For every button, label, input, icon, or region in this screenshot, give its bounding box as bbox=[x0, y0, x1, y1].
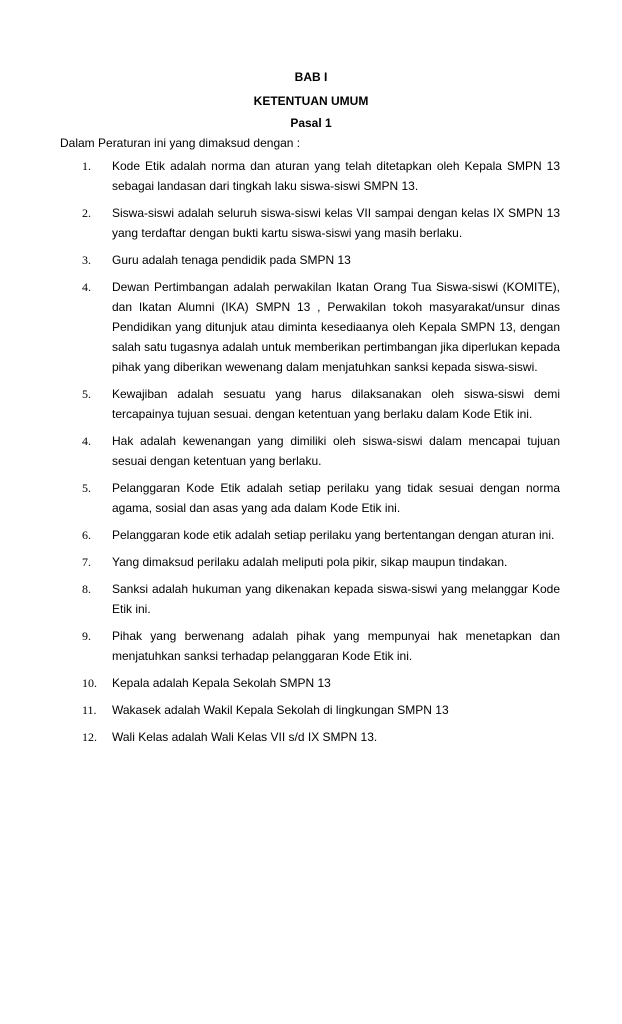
list-item-text: Siswa-siswi adalah seluruh siswa-siswi kelas VII sampai dengan kelas IX SMPN 13 yang terdaftar dengan bukti kartu siswa-siswi yang masih berlaku. bbox=[112, 206, 560, 240]
list-item-number: 10. bbox=[82, 676, 97, 690]
list-item-number: 4. bbox=[82, 280, 91, 294]
list-item-number: 3. bbox=[82, 253, 91, 267]
list-item bbox=[60, 203, 560, 243]
list-item bbox=[60, 673, 560, 693]
list-item bbox=[60, 552, 560, 572]
list-item bbox=[60, 277, 560, 377]
list-item-text: Kode Etik adalah norma dan aturan yang telah ditetapkan oleh Kepala SMPN 13 sebagai landasan dari tingkah laku siswa-siswi SMPN 13. bbox=[112, 159, 560, 193]
list-item-number: 4. bbox=[82, 434, 91, 448]
list-item bbox=[60, 156, 560, 196]
list-item-number: 8. bbox=[82, 582, 91, 596]
list-item bbox=[60, 727, 560, 747]
list-item-number: 11. bbox=[82, 703, 97, 717]
article-heading: Pasal 1 bbox=[290, 116, 332, 130]
list-item bbox=[60, 250, 560, 270]
list-item-text: Guru adalah tenaga pendidik pada SMPN 13 bbox=[112, 253, 351, 267]
list-item-number: 12. bbox=[82, 730, 97, 744]
list-item-number: 1. bbox=[82, 159, 91, 173]
list-item-number: 2. bbox=[82, 206, 91, 220]
list-item-text: Pelanggaran kode etik adalah setiap perilaku yang bertentangan dengan aturan ini. bbox=[112, 528, 555, 542]
list-item-number: 5. bbox=[82, 387, 91, 401]
list-item bbox=[60, 478, 560, 518]
list-item bbox=[60, 431, 560, 471]
list-item bbox=[60, 700, 560, 720]
list-item-text: Dewan Pertimbangan adalah perwakilan Ikatan Orang Tua Siswa-siswi (KOMITE), dan Ikatan Alumni (IKA) SMPN 13 , Perwakilan tokoh masyarakat/unsur dinas Pendidikan yang ditunjuk atau diminta kesediaanya oleh Kepala SMPN 13, dengan salah satu tugasnya adalah untuk memberikan pertimbangan jika diperlukan kepada pihak yang diberikan wewenang dalam menjatuhkan sanksi kepada siswa-siswi. bbox=[112, 280, 560, 374]
list-item-text: Wali Kelas adalah Wali Kelas VII s/d IX SMPN 13. bbox=[112, 730, 378, 744]
list-item bbox=[60, 626, 560, 666]
list-item-text: Wakasek adalah Wakil Kepala Sekolah di lingkungan SMPN 13 bbox=[112, 703, 449, 717]
list-item-text: Pihak yang berwenang adalah pihak yang mempunyai hak menetapkan dan menjatuhkan sanksi terhadap pelanggaran Kode Etik ini. bbox=[112, 629, 560, 663]
chapter-title: KETENTUAN UMUM bbox=[253, 94, 369, 108]
list-item-text: Kepala adalah Kepala Sekolah SMPN 13 bbox=[112, 676, 331, 690]
list-item-text: Hak adalah kewenangan yang dimiliki oleh siswa-siswi dalam mencapai tujuan sesuai dengan ketentuan yang berlaku. bbox=[112, 434, 560, 468]
list-item-number: 9. bbox=[82, 629, 91, 643]
list-item-text: Yang dimaksud perilaku adalah meliputi pola pikir, sikap maupun tindakan. bbox=[112, 555, 508, 569]
chapter-heading: BAB I bbox=[294, 70, 328, 84]
list-item-text: Kewajiban adalah sesuatu yang harus dilaksanakan oleh siswa-siswi demi tercapainya tujuan sesuai. dengan ketentuan yang berlaku dalam Kode Etik ini. bbox=[112, 387, 560, 421]
list-item-number: 6. bbox=[82, 528, 91, 542]
list-item bbox=[60, 525, 560, 545]
list-item-number: 7. bbox=[82, 555, 91, 569]
list-item bbox=[60, 384, 560, 424]
list-item-number: 5. bbox=[82, 481, 91, 495]
intro-paragraph: Dalam Peraturan ini yang dimaksud dengan : bbox=[60, 136, 301, 150]
list-item bbox=[60, 579, 560, 619]
definition-list bbox=[60, 156, 560, 754]
list-item-text: Sanksi adalah hukuman yang dikenakan kepada siswa-siswi yang melanggar Kode Etik ini. bbox=[112, 582, 560, 616]
list-item-text: Pelanggaran Kode Etik adalah setiap perilaku yang tidak sesuai dengan norma agama, sosial dan asas yang ada dalam Kode Etik ini. bbox=[112, 481, 560, 515]
